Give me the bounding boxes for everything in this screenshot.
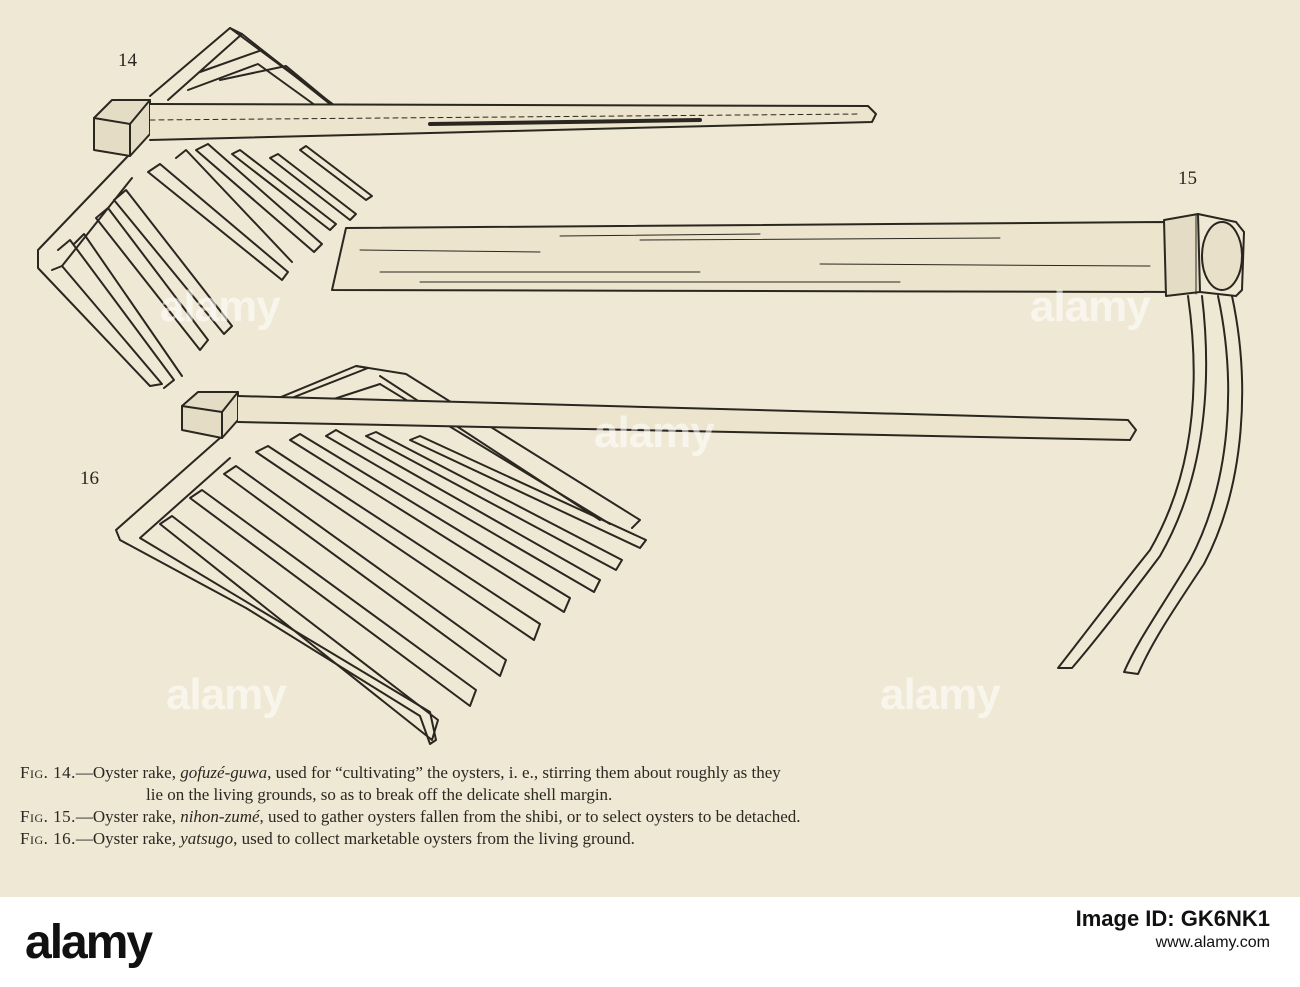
caption-label: Fig. 15.: [20, 807, 76, 826]
caption-text: —Oyster rake,: [75, 763, 181, 782]
caption-text: , used to collect marketable oysters from the living ground.: [233, 829, 635, 848]
image-id-label: Image ID: GK6NK1: [1075, 906, 1270, 931]
caption-term: gofuzé-guwa: [180, 763, 268, 782]
fig15-number: 15: [1178, 168, 1197, 189]
caption-label: Fig. 14.: [20, 763, 76, 782]
caption-text: , used to gather oysters fallen from the shibi, or to select oysters to be detached.: [259, 807, 801, 826]
site-link[interactable]: www.alamy.com: [1155, 934, 1270, 951]
watermark: alamy: [1030, 282, 1150, 331]
caption-text: —Oyster rake,: [75, 829, 181, 848]
watermark: alamy: [594, 408, 714, 457]
watermark: alamy: [160, 282, 280, 331]
fig14-rake: [38, 28, 876, 388]
fig14-number: 14: [118, 50, 137, 71]
caption-label: Fig. 16.: [20, 829, 76, 848]
caption-fig15: [20, 806, 1282, 828]
watermark: alamy: [166, 670, 286, 719]
caption-text: —Oyster rake,: [75, 807, 181, 826]
caption-fig14-continuation: [20, 784, 1282, 806]
watermark: alamy: [880, 670, 1000, 719]
stock-footer: [0, 897, 1300, 987]
caption-fig16: [20, 828, 1282, 850]
caption-term: yatsugo: [180, 829, 234, 848]
caption-text: lie on the living grounds, so as to break off the delicate shell margin.: [146, 785, 613, 804]
caption-term: nihon-zumé: [180, 807, 260, 826]
caption-fig14: [20, 762, 1282, 784]
image-id: [1076, 907, 1270, 955]
fig16-number: 16: [80, 468, 99, 489]
figure-captions: [20, 762, 1282, 850]
footer-logo[interactable]: alamy: [25, 916, 152, 969]
caption-text: , used for “cultivating” the oysters, i. e., stirring them about roughly as they: [267, 763, 781, 782]
